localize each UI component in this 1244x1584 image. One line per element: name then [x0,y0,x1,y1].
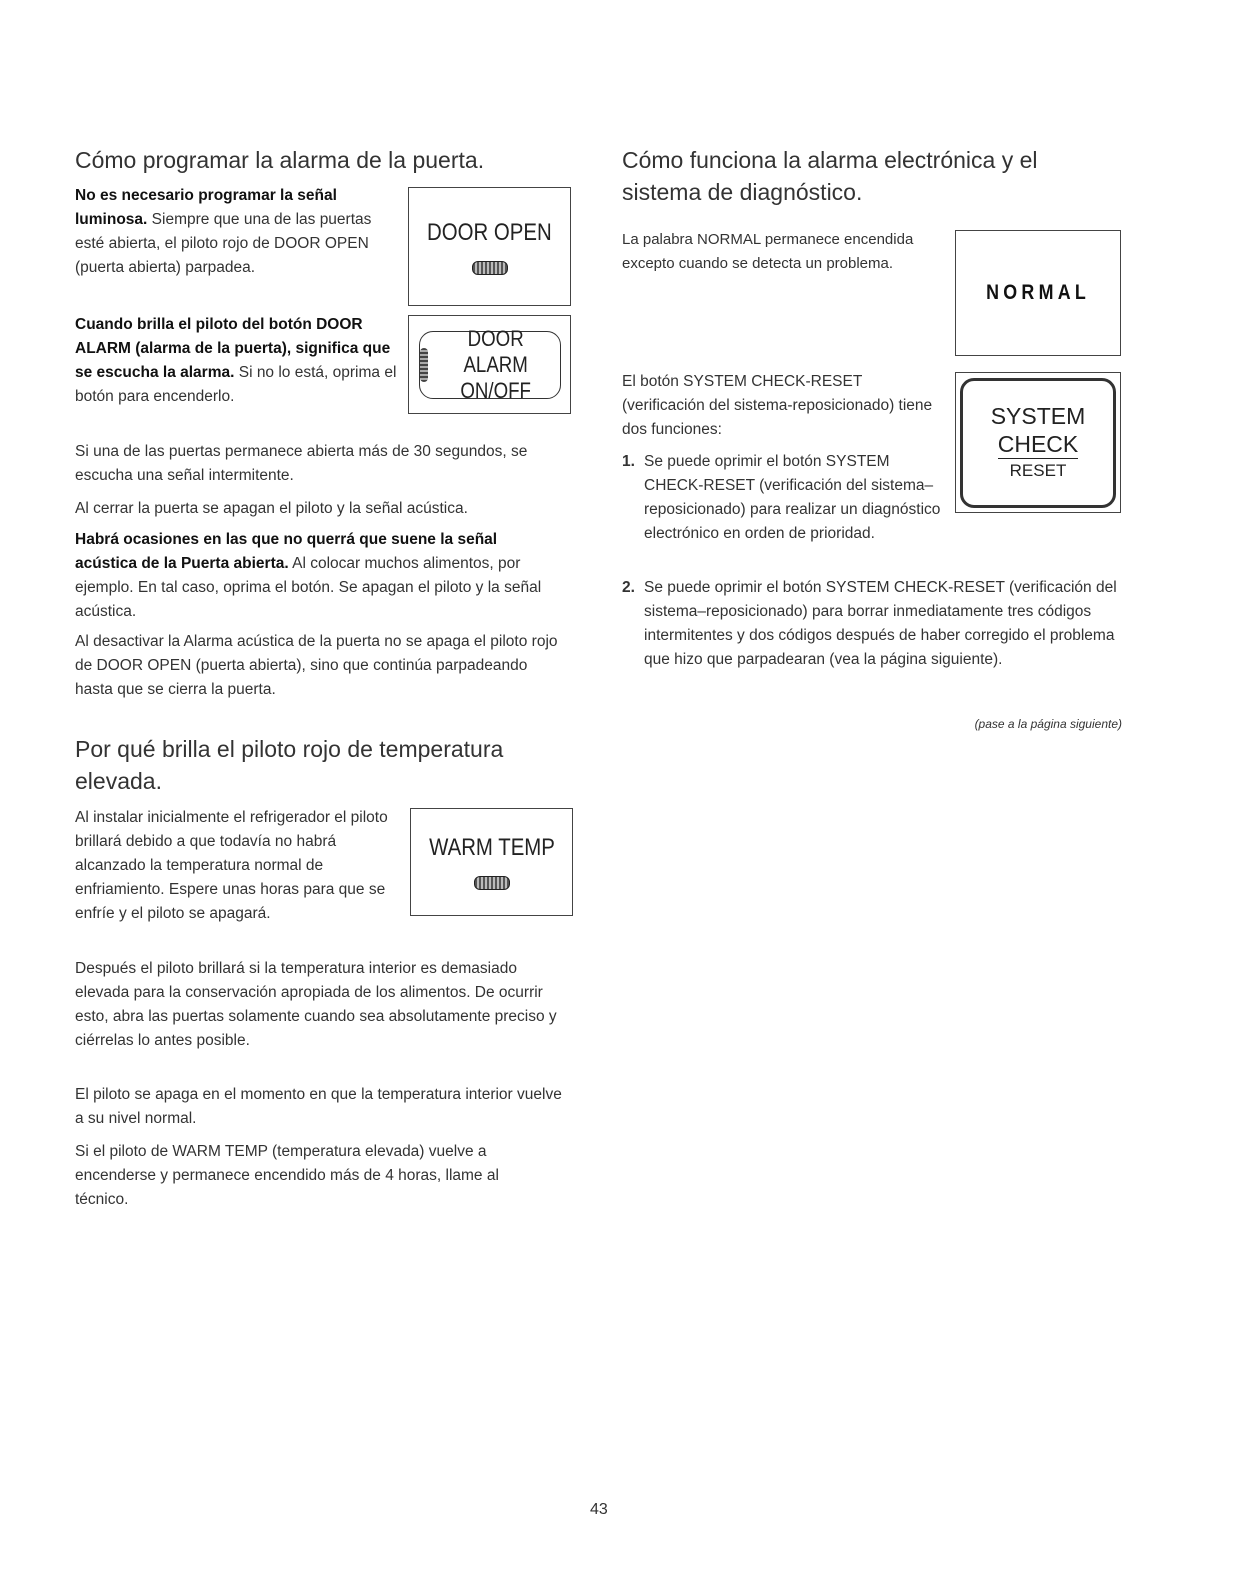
paragraph: Si el piloto de WARM TEMP (temperatura elevada) vuelve a encenderse y permanece encendido más de 4 horas, llame al técnico. [75,1143,499,1208]
item-text: Se puede oprimir el botón SYSTEM CHECK-RESET (verificación del sistema–reposicionado) para realizar un diagnóstico electrónico en orden de prioridad. [644,453,941,542]
paragraph [75,313,397,409]
paragraph: El botón SYSTEM CHECK-RESET (verificación del sistema-reposicionado) tiene dos funciones: [622,373,933,438]
continued-note: (pase a la página siguiente) [974,717,1122,731]
list-item [622,450,952,546]
warm-temp-indicator [410,808,573,916]
bold-lead: No es necesario programar la señal luminosa. [75,187,337,228]
function-list [622,450,952,546]
door-open-label: DOOR OPEN [427,218,552,246]
paragraph: Al instalar inicialmente el refrigerador el piloto brillará debido a que todavía no habrá alcanzado la temperatura normal de enfriamiento. Espere unas horas para que se enfríe y el piloto se apagará. [75,809,388,922]
item-number: 2. [622,579,635,596]
paragraph: Después el piloto brillará si la temperatura interior es demasiado elevada para la conservación apropiada de los alimentos. De ocurrir esto, abra las puertas solamente cuando sea absolutamente preciso y ciérrelas lo antes posible. [75,960,557,1049]
item-text: Se puede oprimir el botón SYSTEM CHECK-RESET (verificación del sistema–reposicionado) para borrar inmediatamente tres códigos intermitentes y dos códigos después de haber corregido el problema que hizo que parpadearan (vea la página siguiente). [644,579,1117,668]
normal-label: NORMAL [986,281,1090,304]
system-check-panel [955,372,1121,513]
door-alarm-button[interactable] [419,325,561,403]
door-open-indicator [408,187,571,306]
page-number: 43 [590,1501,608,1518]
normal-indicator [955,230,1121,356]
text: Siempre que una de las puertas esté abierta, el piloto rojo de DOOR OPEN (puerta abierta) parpadea. [75,211,372,276]
led-icon [474,876,510,890]
list-item [622,576,1127,672]
paragraph: Al desactivar la Alarma acústica de la puerta no se apaga el piloto rojo de DOOR OPEN (puerta abierta), sino que continúa parpadeando hasta que se cierra la puerta. [75,633,558,698]
bold-lead: Cuando brilla el piloto del botón DOOR ALARM (alarma de la puerta), significa que se escucha la alarma. [75,316,391,381]
door-alarm-label: DOOR ALARM [463,325,529,377]
paragraph: El piloto se apaga en el momento en que la temperatura interior vuelve a su nivel normal. [75,1086,562,1127]
check-label: CHECK [997,431,1079,457]
section-title-warm-temp: Por qué brilla el piloto rojo de temperatura elevada. [75,736,504,794]
text: Al colocar muchos alimentos, por ejemplo. En tal caso, oprima el botón. Se apagan el piloto y la señal acústica. [75,555,542,620]
paragraph: Si una de las puertas permanece abierta más de 30 segundos, se escucha una señal intermitente. [75,443,528,484]
reset-label: RESET [1009,461,1067,480]
led-icon [472,261,508,275]
function-list [622,576,1127,672]
warm-temp-label: WARM TEMP [428,834,555,861]
text: Si no lo está, oprima el botón para encenderlo. [75,364,397,405]
section-title-door-alarm: Cómo programar la alarma de la puerta. [75,147,485,173]
on-off-label: ON/OFF [460,377,532,403]
paragraph [75,528,560,624]
system-check-reset-button[interactable] [960,378,1116,508]
paragraph: La palabra NORMAL permanece encendida excepto cuando se detecta un problema. [622,231,914,272]
door-alarm-panel [408,315,571,414]
paragraph: Al cerrar la puerta se apagan el piloto y la señal acústica. [75,500,468,517]
paragraph [75,184,397,280]
system-label: SYSTEM [990,403,1086,429]
bold-lead: Habrá ocasiones en las que no querrá que suene la señal acústica de la Puerta abierta. [75,531,498,572]
led-icon [420,348,429,382]
section-title-diagnostics: Cómo funciona la alarma electrónica y el sistema de diagnóstico. [622,147,1038,205]
item-number: 1. [622,453,635,470]
